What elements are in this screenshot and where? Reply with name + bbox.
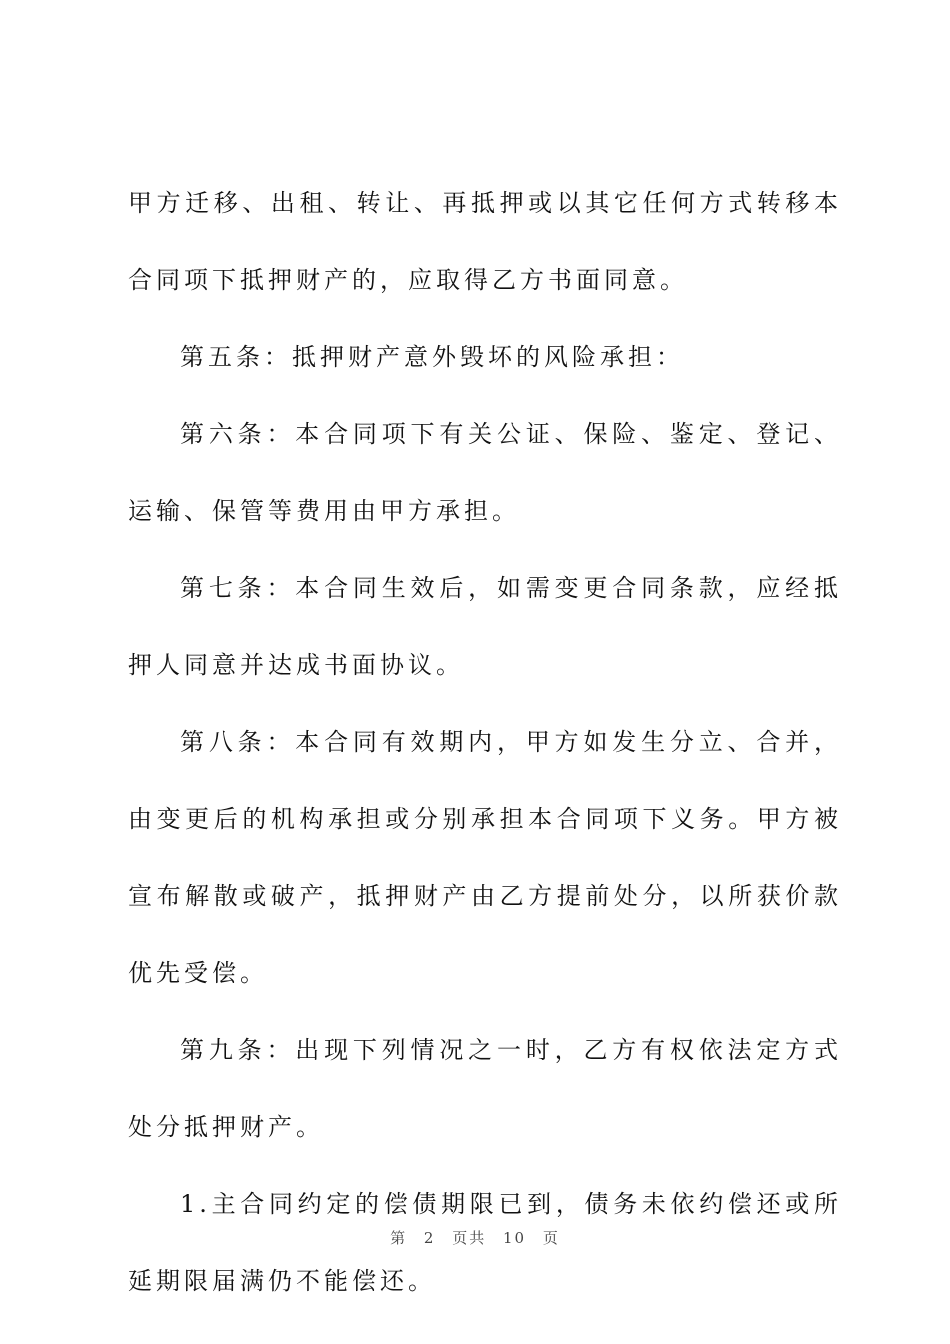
article-5-paragraph: 第五条：抵押财产意外毁坏的风险承担： (180, 343, 684, 371)
article-9-item-1: 1.主合同约定的偿债期限已到，债务未依约偿还或所延期限届满仍不能偿还。 (128, 1190, 842, 1295)
contract-body (128, 165, 842, 1320)
article-7-paragraph: 第七条：本合同生效后，如需变更合同条款，应经抵押人同意并达成书面协议。 (128, 574, 842, 679)
article-6-paragraph: 第六条：本合同项下有关公证、保险、鉴定、登记、运输、保管等费用由甲方承担。 (128, 420, 842, 525)
article-8-paragraph: 第八条：本合同有效期内，甲方如发生分立、合并，由变更后的机构承担或分别承担本合同项下义务。甲方被宣布解散或破产，抵押财产由乙方提前处分，以所获价款优先受偿。 (128, 728, 842, 987)
article-9-paragraph: 第九条：出现下列情况之一时，乙方有权依法定方式处分抵押财产。 (128, 1036, 842, 1141)
page-footer: 第 2 页共 10 页 (390, 1229, 560, 1247)
paragraph-continuation: 甲方迁移、出租、转让、再抵押或以其它任何方式转移本合同项下抵押财产的，应取得乙方书面同意。 (128, 189, 842, 294)
